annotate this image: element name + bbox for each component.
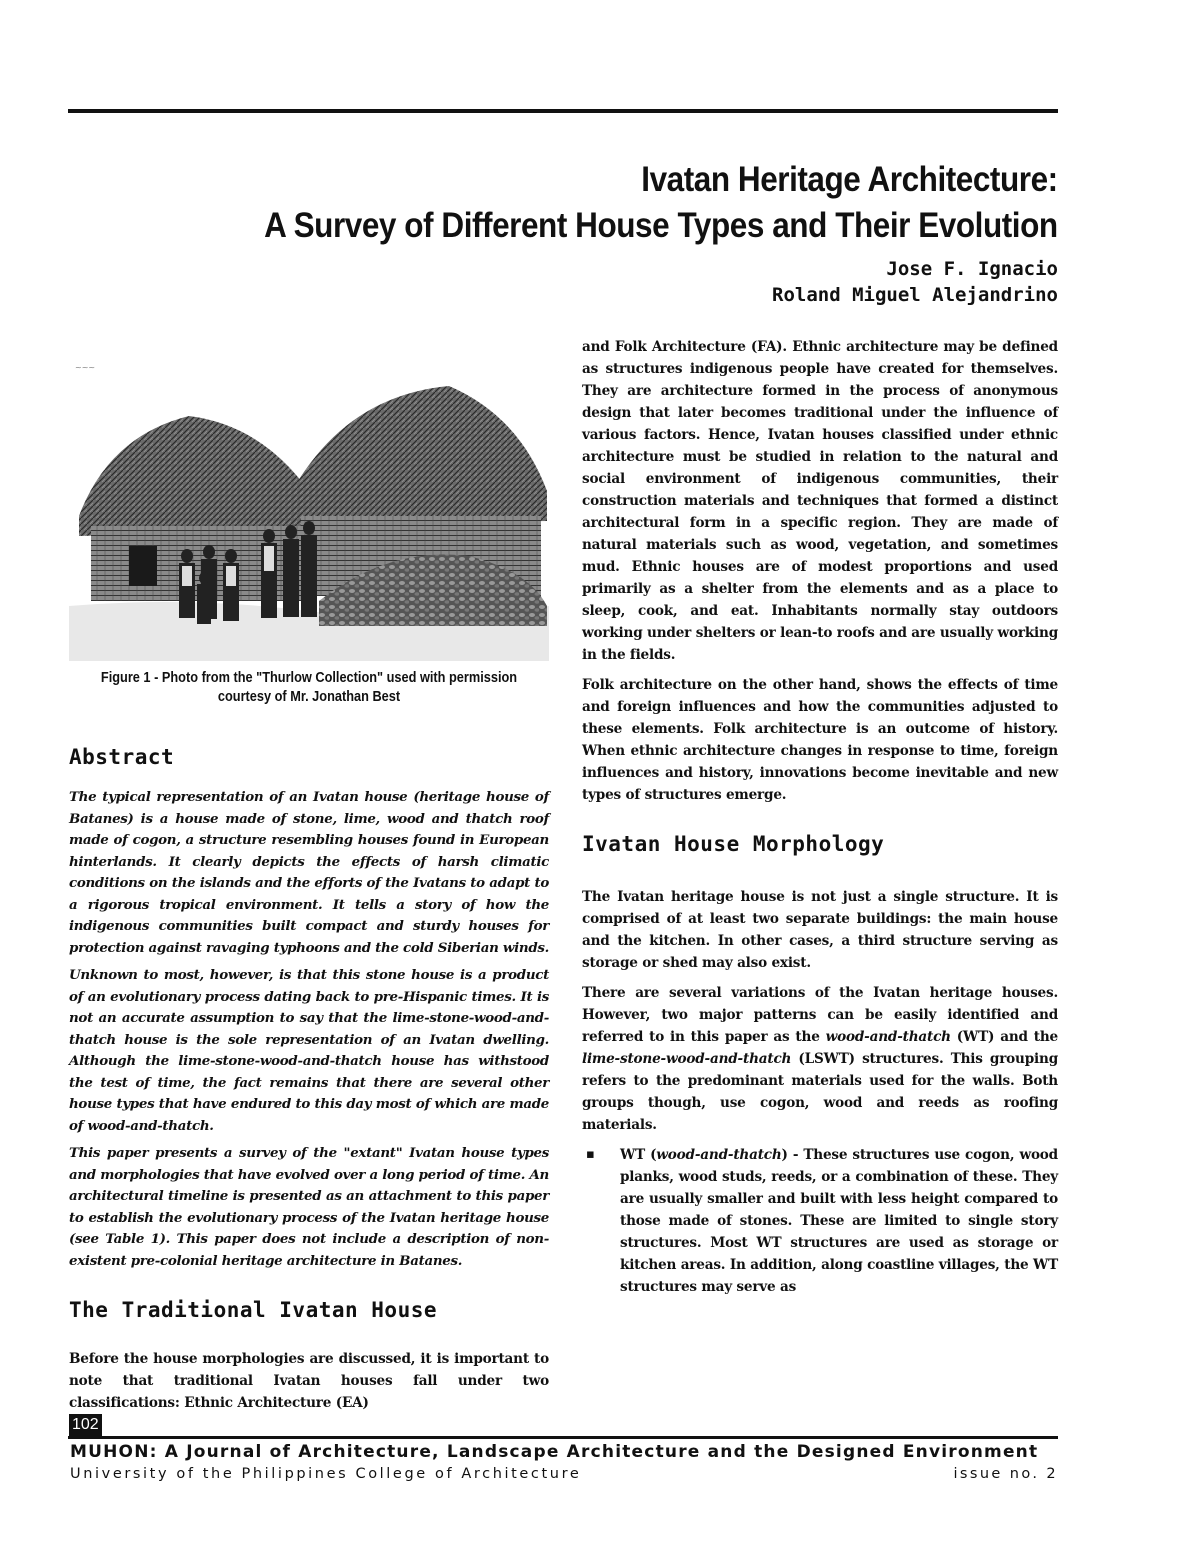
p4-part-b: (WT) and the: [950, 1029, 1058, 1045]
abstract-paragraph-3: This paper presents a survey of the "extant" Ivatan house types and morphologies that have evolved over a long period of time. An architectural timeline is presented as an attachment to this paper to establish the evolutionary process of the Ivatan heritage house (see Table 1). This paper does not include a description of non-existent pre-colonial heritage architecture in Batanes.: [69, 1145, 549, 1269]
thatched-houses-photo: [69, 356, 549, 661]
paper-title-line2: A Survey of Different House Types and Their Evolution: [264, 206, 1058, 245]
bottom-rule: [68, 1436, 1058, 1439]
caption-text: Photo from the "Thurlow Collection" used with permission courtesy of Mr. Jonathan Best: [161, 670, 518, 705]
caption-label: Figure 1 -: [100, 670, 162, 686]
house-morphology-heading: Ivatan House Morphology: [582, 832, 885, 856]
top-rule: [68, 109, 1058, 113]
morphology-paragraph-2: [582, 982, 1058, 1136]
right-column: [582, 336, 1058, 1298]
figure-1-caption: [98, 669, 520, 707]
abstract-heading: Abstract: [69, 745, 175, 769]
bullet-part-b: ) - These structures use cogon, wood planks, wood studs, reeds, or a combination of these. They are usually smaller and built with less height compared to those made of stones. These are limited to single story structures. Most WT structures are used as storage or kitchen areas. In addition, along coastline villages, the WT structures may serve as: [620, 1147, 1058, 1295]
figure-1-photo: [69, 356, 549, 661]
university-name: University of the Philippines College of Architecture: [70, 1466, 582, 1482]
issue-number: issue no. 2: [953, 1466, 1058, 1482]
list-item: [582, 1144, 1058, 1298]
morphology-paragraph-1: The Ivatan heritage house is not just a single structure. It is comprised of at least two separate buildings: the main house and the kitchen. In other cases, a third structure serving as storage or shed may also exist.: [582, 889, 1058, 971]
left-column: [69, 350, 549, 1414]
traditional-paragraph-1: Before the house morphologies are discussed, it is important to note that traditional Ivatan houses fall under two classifications: Ethnic Architecture (EA): [69, 1351, 549, 1411]
bullet-text: [620, 1144, 1058, 1298]
svg-text:~~~: ~~~: [75, 363, 96, 372]
author-2: Roland Miguel Alejandrino: [772, 284, 1058, 306]
bullet-marker: ▪: [586, 1147, 595, 1162]
author-1: Jose F. Ignacio: [886, 258, 1058, 280]
page-number: 102: [69, 1414, 102, 1436]
folk-architecture-paragraph: Folk architecture on the other hand, shows the effects of time and foreign influences and how the communities adjusted to these elements. Folk architecture is an outcome of history. When ethnic architecture changes in response to time, foreign influences and history, innovations become inevitable and new types of structures emerge.: [582, 677, 1058, 803]
p4-wt-term: wood-and-thatch: [825, 1029, 951, 1045]
p4-part-a: There are several variations of the Ivatan heritage houses. However, two major patterns can be easily identified and referred to in this paper as the: [582, 985, 1058, 1045]
bullet-term: wood-and-thatch: [656, 1147, 782, 1163]
abstract-body: [69, 787, 549, 1272]
abstract-paragraph-1: The typical representation of an Ivatan house (heritage house of Batanes) is a house made of stone, lime, wood and thatch roof made of cogon, a structure resembling houses found in European hinterlands. It clearly depicts the effects of harsh climatic conditions on the islands and the efforts of the Ivatans to adapt to a rigorous tropical environment. It tells a story of how the indigenous communities built compact and sturdy houses for protection against ravaging typhoons and the cold Siberian winds.: [69, 789, 550, 956]
paper-title-line1: Ivatan Heritage Architecture:: [641, 160, 1058, 199]
bullet-part-a: WT (: [620, 1147, 657, 1163]
journal-title: MUHON: A Journal of Architecture, Landscape Architecture and the Designed Environment: [70, 1442, 1039, 1462]
traditional-house-heading: The Traditional Ivatan House: [69, 1298, 438, 1322]
abstract-paragraph-2: Unknown to most, however, is that this stone house is a product of an evolutionary process dating back to pre-Hispanic times. It is not an accurate assumption to say that the lime-stone-wood-and-thatch house is the sole representation of an Ivatan dwelling. Although the lime-stone-wood-and-thatch house has withstood the test of time, the fact remains that there are several other house types that have endured to this day most of which are made of wood-and-thatch.: [69, 967, 549, 1134]
ethnic-architecture-paragraph: and Folk Architecture (FA). Ethnic architecture may be defined as structures indigenous people have created for themselves. They are architecture formed in the process of anonymous design that later becomes traditional under the influence of various factors. Hence, Ivatan houses classified under ethnic architecture must be studied in relation to the natural and social environment of indigenous communities, their construction materials and techniques that formed a distinct architectural form in a specific region. They are made of natural materials such as wood, vegetation, and sometimes mud. Ethnic houses are of modest proportions and used primarily as a shelter from the elements and as a place to sleep, cook, and eat. Inhabitants normally stay outdoors working under shelters or lean-to roofs and are usually working in the fields.: [582, 339, 1058, 663]
p4-part-c: (LSWT) structures. This grouping refers to the predominant materials used for the walls. Both groups though, use cogon, wood and reeds as roofing materials.: [582, 1051, 1058, 1133]
p4-lswt-term: lime-stone-wood-and-thatch: [582, 1051, 792, 1067]
